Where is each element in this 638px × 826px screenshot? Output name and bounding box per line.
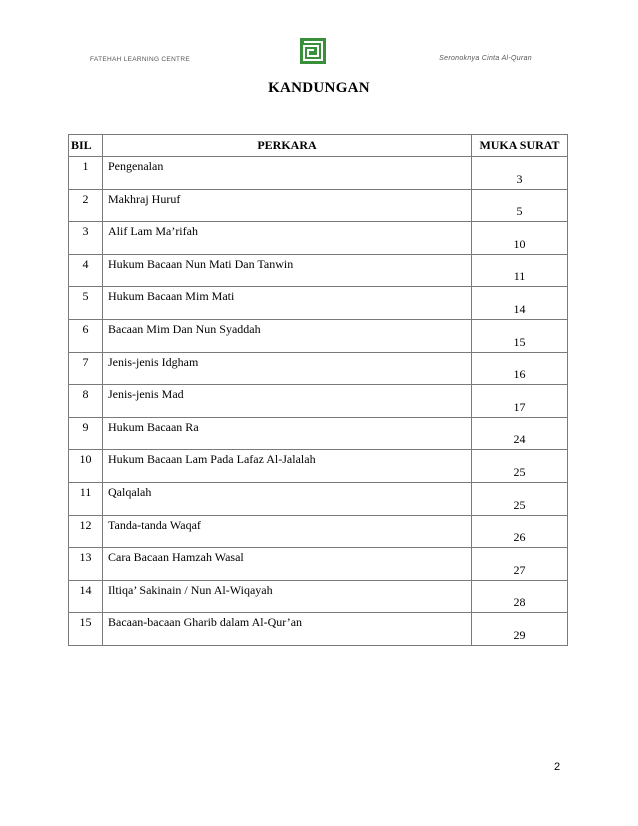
table-header-row [69,135,568,157]
table-row [69,319,568,352]
table-row [69,417,568,450]
row-number: 10 [69,450,103,483]
table-row [69,482,568,515]
row-number: 3 [69,222,103,255]
row-page: 17 [472,385,568,418]
table-row [69,189,568,222]
column-header-perkara: PERKARA [103,135,472,157]
row-topic: Hukum Bacaan Ra [103,417,472,450]
column-header-muka-surat: MUKA SURAT [472,135,568,157]
row-number: 2 [69,189,103,222]
table-row [69,352,568,385]
row-topic: Bacaan Mim Dan Nun Syaddah [103,319,472,352]
row-topic: Cara Bacaan Hamzah Wasal [103,548,472,581]
row-number: 5 [69,287,103,320]
table-row [69,548,568,581]
table-row [69,515,568,548]
row-number: 13 [69,548,103,581]
row-topic: Hukum Bacaan Nun Mati Dan Tanwin [103,254,472,287]
row-topic: Iltiqa’ Sakinain / Nun Al-Wiqayah [103,580,472,613]
table-row [69,254,568,287]
page-title: KANDUNGAN [268,80,370,96]
row-page: 29 [472,613,568,646]
row-page: 3 [472,157,568,190]
header-tagline: Seronoknya Cinta Al-Quran [439,55,532,62]
header-organization-name: FATEHAH LEARNING CENTRE [90,56,190,63]
row-topic: Alif Lam Ma’rifah [103,222,472,255]
column-header-bil: BIL [69,135,103,157]
row-page: 15 [472,319,568,352]
row-page: 26 [472,515,568,548]
row-number: 6 [69,319,103,352]
table-row [69,287,568,320]
row-topic: Jenis-jenis Mad [103,385,472,418]
row-page: 25 [472,450,568,483]
table-row [69,157,568,190]
row-topic: Hukum Bacaan Lam Pada Lafaz Al-Jalalah [103,450,472,483]
row-topic: Bacaan-bacaan Gharib dalam Al-Qur’an [103,613,472,646]
row-page: 14 [472,287,568,320]
row-topic: Hukum Bacaan Mim Mati [103,287,472,320]
row-page: 27 [472,548,568,581]
row-topic: Pengenalan [103,157,472,190]
row-number: 15 [69,613,103,646]
contents-table [68,134,568,646]
footer-page-number: 2 [554,761,561,773]
row-number: 8 [69,385,103,418]
row-page: 28 [472,580,568,613]
table-row [69,222,568,255]
row-number: 9 [69,417,103,450]
row-number: 11 [69,482,103,515]
table-row [69,450,568,483]
row-page: 11 [472,254,568,287]
row-page: 5 [472,189,568,222]
row-topic: Jenis-jenis Idgham [103,352,472,385]
row-number: 14 [69,580,103,613]
row-page: 25 [472,482,568,515]
square-kufic-logo-icon [300,38,326,64]
row-topic: Qalqalah [103,482,472,515]
row-number: 4 [69,254,103,287]
row-number: 1 [69,157,103,190]
table-row [69,613,568,646]
table-row [69,580,568,613]
row-page: 10 [472,222,568,255]
row-number: 12 [69,515,103,548]
row-topic: Makhraj Huruf [103,189,472,222]
row-topic: Tanda-tanda Waqaf [103,515,472,548]
row-page: 16 [472,352,568,385]
row-number: 7 [69,352,103,385]
row-page: 24 [472,417,568,450]
table-row [69,385,568,418]
